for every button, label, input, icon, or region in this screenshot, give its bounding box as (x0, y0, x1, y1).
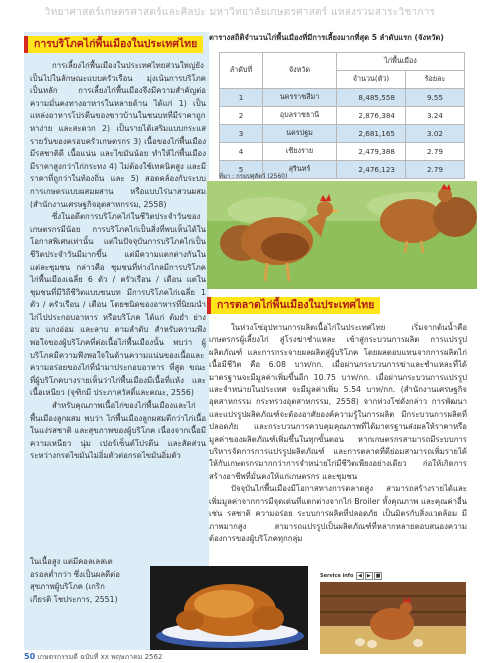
paragraph: ปัจจุบันไก่พื้นเมืองมีโอกาสทางการตลาดสูง สามารถสร้างรายได้และเพิ่มมูลค่าจากการมีจุดเด่นที่แตกต่างจากไก่ Broiler ทั้งคุณภาพ และคุณค่าอื่น เช่น รสชาติ ความอร่อย ระบบการผลิตที่ปลอดภัย เป็นมิตรกับสิ่งแวดล้อม มีภาพมากสูง สามารถแปรรูปเป็นผลิตภัณฑ์ที่หลากหลายตอบสนองความต้องการของผู้บริโภคทุกกลุ่ม (209, 484, 467, 543)
paragraph: สำหรับคุณภาพเนื้อไก่ของไก่พื้นเมืองและไก่พื้นเมืองลูกผสม พบว่า ไก่พื้นเมืองลูกผสมตีกว่าไก่เนื้อในแง่รสชาติ และสุขภาพของผู้บริโภค เนื่องจากเนื้อมีความเหนียว นุ่ม เปอร์เซ็นต์โปรตีน และสัดส่วนระหว่างกรดไขมันไม่อิ่มตัวต่อกรดไขมันอิ่มตัว (30, 401, 206, 461)
hen-coop-photo (320, 582, 466, 654)
table-row: 4 เชียงราย 2,479,388 2.79 (220, 143, 465, 161)
paragraph: ซึ่งในอดีตการบริโภคไก่ในชีวิตประจำวันของเกษตรกรมีน้อย การบริโภคไก่เป็นสิ่งที่พบเห็นได้ในโอกาสพิเศษเท่านั้น แต่ในปัจจุบันการบริโภคไก่เป็นชีวิตประจำวันมีมากขึ้น แต่มีความแตกต่างกันในแต่ละชุมชน กล่าวคือ ชุมชนที่ห่างไกลมีการบริโภคไก่พื้นเมืองเฉลี่ย 6 ตัว / ครัวเรือน / เดือน แต่ในชุมชนที่มีวิถีชีวิตแบบชนบท มีการบริโภคไก่เฉลี่ย 1 ตัว / ครัวเรือน / เดือน โดยชนิดของอาหารที่นิยมนำไก่ไปประกอบอาหาร หรือบริโภค ได้แก่ ต้มยำ ย่าง อบ แกงอ่อม และลาบ ตามลำดับ สำหรับความพึงพอใจของผู้บริโภคที่ต่อเนื้อไก่พื้นเมืองนั้น พบว่า ผู้บริโภคมีความพึงพอใจในด้านความแน่นของเนื้อและความอร่อยของไก่ที่นำมาประกอบอาหาร ที่สูด ขณะที่ผู้บริโภคบางรายเห็นว่าไก่พื้นเมืองมีเนื้อที่แห้ง และเนื้อเหนียว (จุฑิกมี ประภาสวัสดิ์และคณะ, 2556) (30, 212, 206, 398)
paragraph: การเลี้ยงไก่พื้นเมืองในประเทศไทยส่วนใหญ่ยังเป็นไปในลักษณะแบบครัวเรือน มุ่งเน้นการบริโภคเป็นหลัก การเลี้ยงไก่พื้นเมืองจึงมีความสำคัญต่อความมั่นคงทางอาหารในหลายด้าน ได้แก่ 1) เป็นแหล่งอาหารโปรตีนของชาวบ้านในชนบทที่มีราคาถูก หาง่าย และสะดวก 2) เป็นรายได้เสริมแบบกระแสรายวันของครอบครัวเกษตรกร 3) เนื้อของไก่พื้นเมืองมีรสชาติดี เนื้อแน่น และไขมันน้อย ทำให้ไก่พื้นเมืองมีราคาสูงกว่าไก่กระทง 4) ไม่ต้องใช้เทคนิคสูง และมีราคาที่ถูกว่าในท้องถิ่น และ 5) สอดคล้องกับระบบการเกษตรแบบผสมผสาน หรือแบบไร่นาสวนผสม (สำนักงานเศรษฐกิจอุตสาหกรรม, 2558) (30, 61, 206, 209)
chickens-photo (207, 181, 477, 289)
running-header: วิทยาศาสตร์เกษตรศาสตร์และศิลปะ มหาวิทยาลัยเกษตรศาสตร์ แหล่งรวมสาระวิชาการ (0, 0, 480, 26)
table-row: 2 อุบลราชธานี 2,876,384 3.24 (220, 107, 465, 125)
section-title-consumption: การบริโภคไก่พื้นเมืองในประเทศไทย (24, 36, 203, 53)
video-info-bar (320, 572, 382, 580)
section-title-marketing: การตลาดไก่พื้นเมืองในประเทศไทย (207, 297, 380, 314)
paragraph: ในห่วงโซ่อุปทานการผลิตเนื้อไก่ในประเทศไทย เริ่มจากต้นน้ำคือ เกษตรกรผู้เลี้ยงไก่ สู่โรงฆ่าชำแหละ เข้าสู่กระบวนการผลิต การแปรรูปผลิตภัณฑ์ และการกระจายผลผลิตสู่ผู้บริโภค โดยผลตอบแทนจากการผลิตไก่เนื้อมีชีวิต คือ 6.08 บาท/กก. เมื่อผ่านกระบวนการฆ่าและชำแหละที่ได้มาตรฐานจะมีมูลค่าเพิ่มขึ้นอีก 10.75 บาท/กก. เมื่อผ่านกระบวนการแปรรูปและจำหน่ายในประเทศ จะมีมูลค่าเพิ่ม 5.54 บาท/กก. (สำนักงานเศรษฐกิจอุตสาหกรรม กระทรวงอุตสาหกรรม, 2558) จากห่วงโซ่ดังกล่าว การพัฒนาและแปรรูปผลิตภัณฑ์จะต้องอาศัยองค์ความรู้ในการผลิต มีกระบวนการผลิตที่ปลอดภัย และกระบวนการควบคุมคุณภาพที่ได้มาตรฐานส่งผลให้ราคาหรือมูลค่าของผลิตภัณฑ์เพิ่มขึ้นในทุกขั้นตอน หากเกษตรกรสามารถมีระบบการบริหารจัดการการแปรรูปผลิตภัณฑ์ และการตลาดที่ดีย่อมสามารถเพิ่มรายได้ให้กับเกษตรกรมากกว่าการจำหน่ายไก่มีชีวิตเพียงอย่างเดียว ก่อให้เกิดการสร้างอาชีพที่มั่นคงให้แก่เกษตรกร และชุมชน (209, 323, 467, 481)
page-footer (24, 652, 162, 663)
info-label: Service info (320, 573, 354, 579)
table-source: ที่มา : กรมปศุสัตว์ (2560) (219, 173, 288, 180)
table-row: 5 สุรินทร์ 2,476,123 2.79 (220, 161, 465, 179)
header-rank: ลำดับที่ (220, 53, 263, 89)
marketing-body (209, 322, 467, 545)
consumption-body (30, 60, 206, 463)
page-number: 50 (24, 652, 36, 661)
roast-chicken-photo (150, 566, 308, 650)
header-group: ไก่พื้นเมือง (337, 53, 465, 71)
province-ranking-table (219, 52, 465, 179)
header-count: จำนวน(ตัว) (337, 71, 406, 89)
control-button[interactable]: ▶ (366, 573, 371, 579)
table-title: ตารางสถิติจำนวนไก่พื้นเมืองที่มีการเลี้ยงมากที่สุด 5 ลำดับแรก (จังหวัด) (209, 33, 444, 42)
table-row: 3 นครปฐม 2,681,165 3.02 (220, 125, 465, 143)
table-row: 1 นครราชสีมา 8,485,558 9.55 (220, 89, 465, 107)
control-button[interactable]: ■ (375, 573, 381, 579)
magazine-name: เกษตรกรรมดี ฉบับที่ xx พฤษภาคม 2562 (37, 653, 163, 661)
control-button[interactable]: ◀ (358, 573, 362, 579)
header-province: จังหวัด (263, 53, 337, 89)
header-percent: ร้อยละ (406, 71, 465, 89)
consumption-tail: ในเนื้อสูง แต่มีคอลเลสเตอรอลต่ำกว่า ซึ่งเป็นผลดีต่อสุขภาพผู้บริโภค (เกริกเกียรติ โชประการ, 2551) (30, 557, 120, 604)
